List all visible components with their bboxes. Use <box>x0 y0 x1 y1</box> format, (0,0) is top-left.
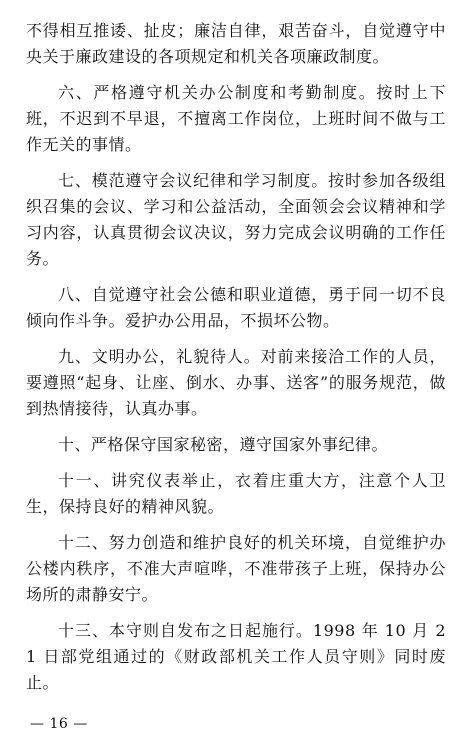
paragraph-continuation: 不得相互推诿、扯皮；廉洁自律，艰苦奋斗，自觉遵守中央关于廉政建设的各项规定和机关各项廉政制度。 <box>26 21 446 66</box>
paragraph-rule-8: 八、自觉遵守社会公德和职业道德，勇于同一切不良倾向作斗争。爱护办公用品，不损坏公物。 <box>26 285 446 330</box>
page-number: — 16 — <box>30 716 88 732</box>
paragraph-rule-11: 十一、讲究仪表举止，衣着庄重大方，注意个人卫生，保持良好的精神风貌。 <box>26 471 446 516</box>
paragraph-rule-13: 十三、本守则自发布之日起施行。1998 年 10 月 21 日部党组通过的《财政部机关工作人员守则》同时废止。 <box>26 621 446 692</box>
paragraph-rule-12: 十二、努力创造和维护良好的机关环境，自觉维护办公楼内秩序，不准大声喧哗，不准带孩子上班，保持办公场所的肃静安宁。 <box>26 533 446 604</box>
paragraph-rule-7: 七、模范遵守会议纪律和学习制度。按时参加各级组织召集的会议、学习和公益活动，全面领会会议精神和学习内容，认真贯彻会议决议，努力完成会议明确的工作任务。 <box>26 171 446 268</box>
paragraph-rule-9: 九、文明办公，礼貌待人。对前来接洽工作的人员，要遵照“起身、让座、倒水、办事、送客”的服务规范，做到热情接待，认真办事。 <box>26 347 446 418</box>
paragraph-rule-6: 六、严格遵守机关办公制度和考勤制度。按时上下班，不迟到不早退，不擅离工作岗位，上班时间不做与工作无关的事情。 <box>26 83 446 154</box>
paragraph-rule-10: 十、严格保守国家秘密，遵守国家外事纪律。 <box>58 435 389 454</box>
